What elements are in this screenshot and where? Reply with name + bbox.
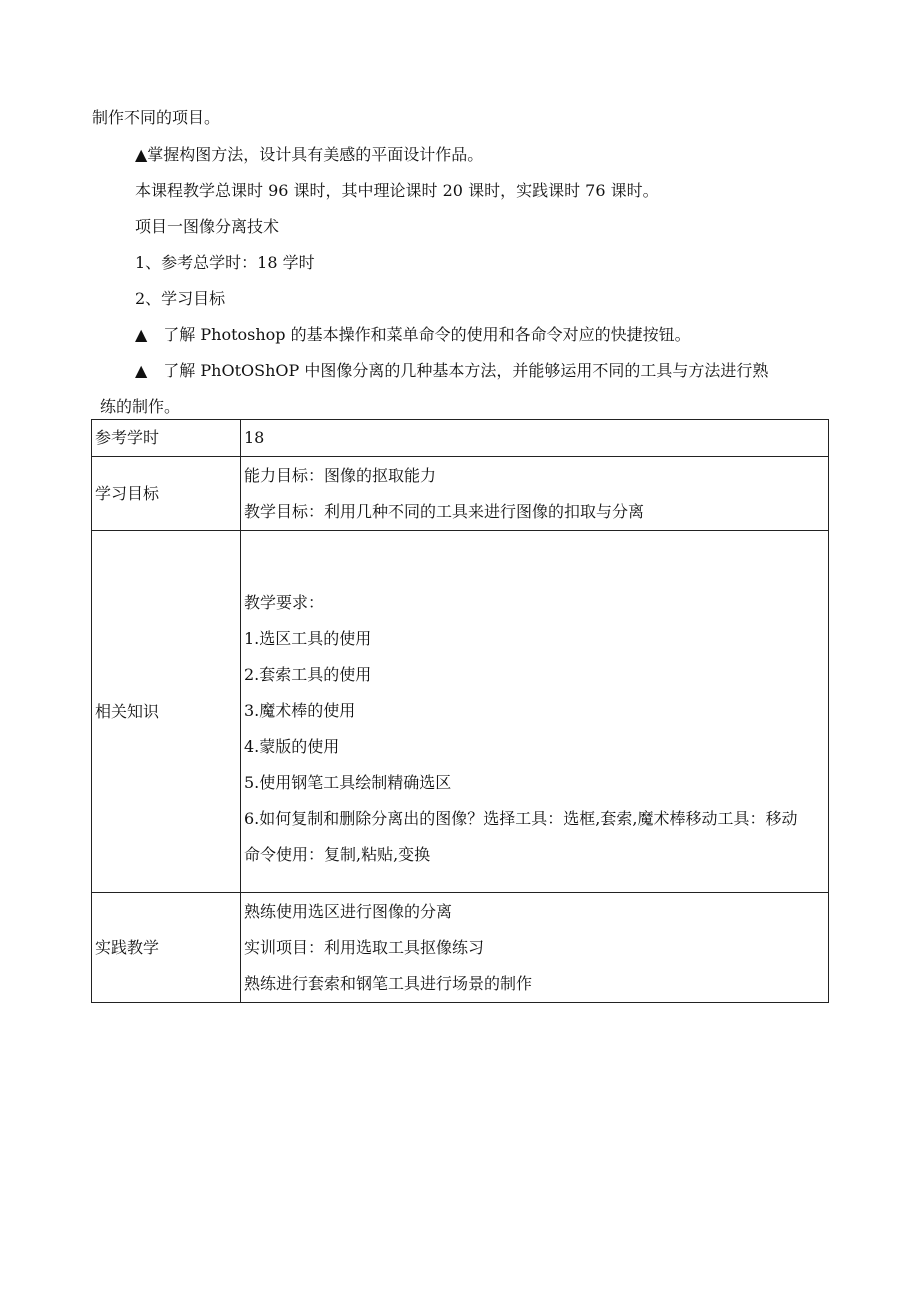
cell-line: 熟练使用选区进行图像的分离	[244, 901, 453, 921]
row-content	[241, 457, 829, 531]
cell-line: 命令使用：复制,粘贴,变换	[244, 844, 431, 864]
ref-hours: 1、参考总学时：18 学时	[135, 253, 315, 272]
intro-line-continuation: 制作不同的项目。	[92, 108, 221, 127]
intro-hours-summary: 本课程教学总课时 96 课时，其中理论课时 20 课时，实践课时 76 课时。	[135, 181, 659, 200]
cell-line: 教学要求：	[244, 592, 325, 612]
row-content	[241, 420, 829, 457]
cell-line: 2.套索工具的使用	[244, 664, 372, 684]
learning-goals-heading: 2、学习目标	[135, 289, 226, 308]
cell-line: 实训项目：利用选取工具抠像练习	[244, 937, 485, 957]
table-row	[92, 893, 829, 1003]
row-content	[241, 531, 829, 893]
learning-goal-1: ▲ 了解 Photoshop 的基本操作和菜单命令的使用和各命令对应的快捷按钮。	[135, 325, 691, 344]
cell-line: 能力目标：图像的抠取能力	[244, 465, 437, 485]
cell-line: 1.选区工具的使用	[244, 628, 372, 648]
cell-line: 3.魔术棒的使用	[244, 700, 356, 720]
row-label: 学习目标	[92, 457, 241, 531]
table-row	[92, 531, 829, 893]
cell-line: 4.蒙版的使用	[244, 736, 340, 756]
cell-line: 18	[244, 428, 265, 447]
table-row	[92, 457, 829, 531]
learning-goal-2-continuation: 练的制作。	[100, 397, 181, 416]
table-row	[92, 420, 829, 457]
cell-line: 6.如何复制和删除分离出的图像？选择工具：选框,套索,魔术棒移动工具：移动	[244, 808, 798, 828]
row-label: 参考学时	[92, 420, 241, 457]
cell-line: 教学目标：利用几种不同的工具来进行图像的扣取与分离	[244, 501, 645, 521]
row-label: 实践教学	[92, 893, 241, 1003]
project-title: 项目一图像分离技术	[135, 217, 280, 236]
intro-goal-composition: ▲掌握构图方法，设计具有美感的平面设计作品。	[135, 145, 484, 164]
row-label: 相关知识	[92, 531, 241, 893]
cell-line: 熟练进行套索和钢笔工具进行场景的制作	[244, 973, 533, 993]
cell-line: 5.使用钢笔工具绘制精确选区	[244, 772, 452, 792]
row-content	[241, 893, 829, 1003]
learning-goal-2: ▲ 了解 PhOtOShOP 中图像分离的几种基本方法，并能够运用不同的工具与方法进行熟	[135, 361, 769, 380]
course-info-table	[91, 419, 829, 1003]
